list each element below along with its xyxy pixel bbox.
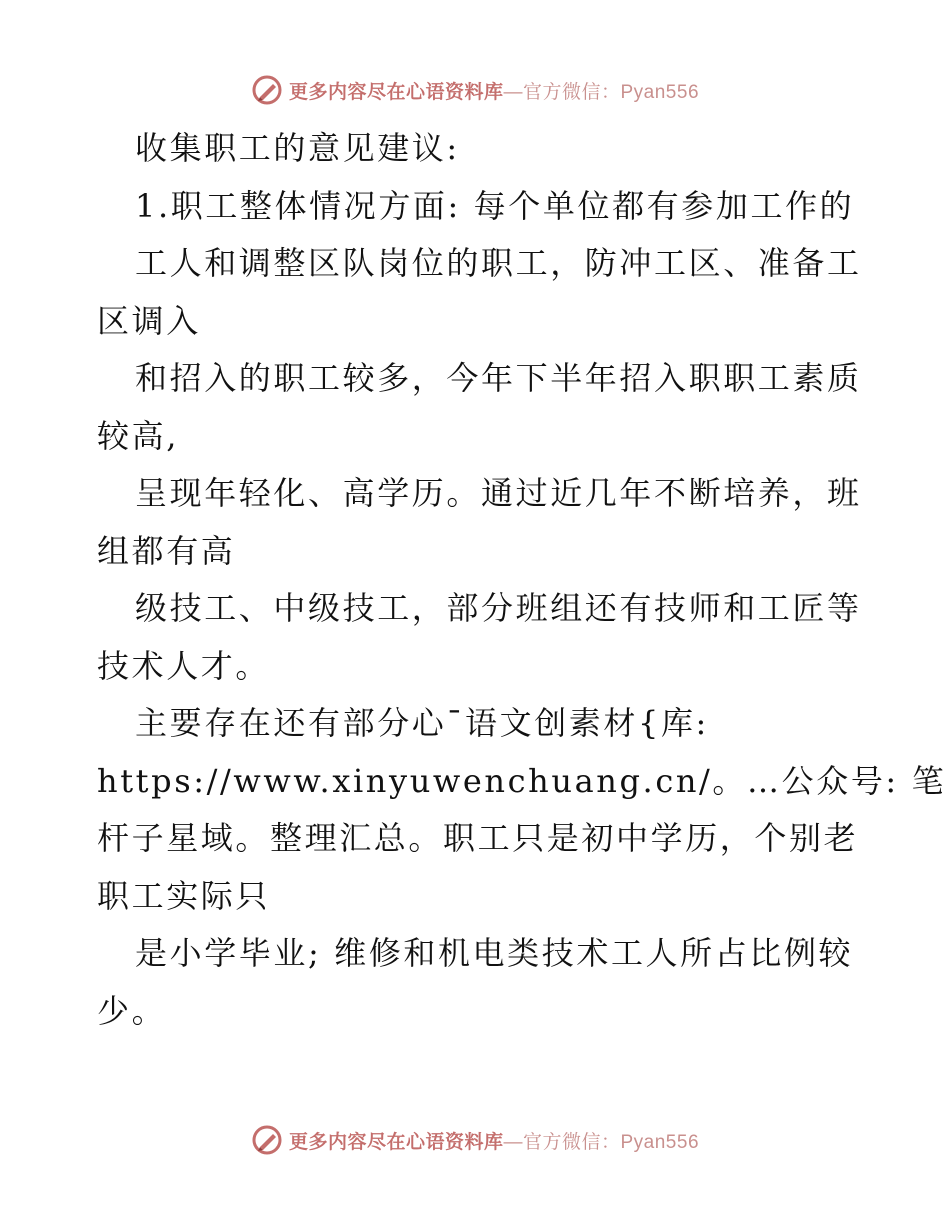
footer-banner-title: 更多内容尽在心语资料库 — [288, 1131, 504, 1153]
text-line: 主要存在还有部分心¯语文创素材{库: — [135, 704, 709, 742]
text-line: 技术人才。 — [97, 646, 271, 685]
text-line: 杆子星域。整理汇总。职工只是初中学历，个别老 — [97, 819, 859, 857]
text-line: 和招入的职工较多，今年下半年招入职职工素质 — [135, 359, 862, 397]
text-line-url: https://www.xinyuwenchuang.cn/。…公众号: 笔 — [97, 761, 947, 800]
header-banner-title: 更多内容尽在心语资料库 — [288, 81, 504, 103]
text-line: 职工实际只 — [97, 876, 271, 915]
text-line: 收集职工的意见建议: — [135, 129, 460, 167]
text-line: 级技工、中级技工，部分班组还有技师和工匠等 — [135, 589, 862, 627]
footer-banner-wechat: —官方微信：Pyan556 — [503, 1131, 700, 1153]
text-line: 工人和调整区队岗位的职工，防冲工区、准备工 — [135, 244, 862, 282]
text-line: 少。 — [97, 991, 167, 1030]
header-banner — [0, 70, 950, 110]
pen-logo-icon — [251, 74, 283, 106]
text-line: 是小学毕业; 维修和机电类技术工人所占比例较 — [135, 934, 854, 972]
document-body — [97, 120, 947, 1040]
pen-logo-icon — [251, 1124, 283, 1156]
footer-banner — [0, 1120, 950, 1160]
header-banner-wechat: —官方微信：Pyan556 — [503, 81, 700, 103]
text-line: 较高, — [97, 416, 179, 455]
text-line: 1.职工整体情况方面: 每个单位都有参加工作的 — [135, 186, 855, 225]
text-line: 组都有高 — [97, 531, 236, 570]
text-line: 区调入 — [97, 301, 201, 340]
text-line: 呈现年轻化、高学历。通过近几年不断培养，班 — [135, 474, 862, 512]
